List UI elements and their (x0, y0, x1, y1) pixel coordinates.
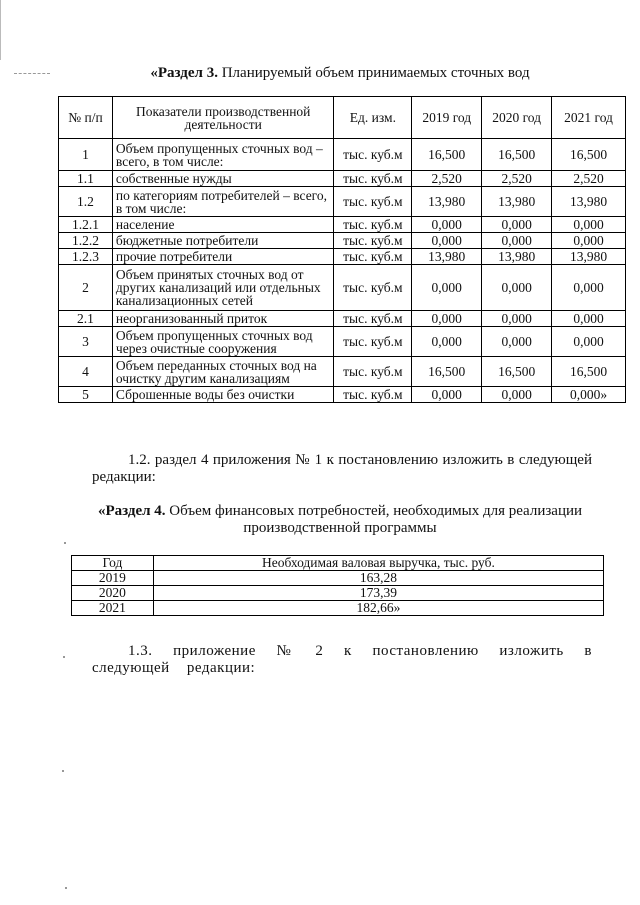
value-2019-cell: 0,000 (412, 265, 482, 311)
value-2020-cell: 0,000 (482, 327, 552, 357)
value-2020-cell: 16,500 (482, 357, 552, 387)
unit-cell: тыс. куб.м (334, 311, 412, 327)
row-number-cell: 1 (59, 139, 113, 171)
year-cell: 2019 (72, 571, 154, 586)
value-2020-cell: 13,980 (482, 187, 552, 217)
year-cell: 2021 (72, 601, 154, 616)
table-row (59, 311, 626, 327)
unit-cell: тыс. куб.м (334, 187, 412, 217)
value-2021-cell: 13,980 (552, 249, 626, 265)
scan-speck (62, 770, 64, 772)
row-number-cell: 1.2.1 (59, 217, 113, 233)
row-number-cell: 2 (59, 265, 113, 311)
table-header-row (72, 556, 604, 571)
value-2020-cell: 0,000 (482, 217, 552, 233)
row-number-cell: 4 (59, 357, 113, 387)
unit-cell: тыс. куб.м (334, 387, 412, 403)
section3-title: «Раздел 3. Планируемый объем принимаемых сточных вод (150, 65, 530, 81)
value-2021-cell: 0,000 (552, 265, 626, 311)
row-number-cell: 1.2.2 (59, 233, 113, 249)
table-row (59, 249, 626, 265)
table-row (59, 171, 626, 187)
unit-cell: тыс. куб.м (334, 327, 412, 357)
row-number-cell: 1.2.3 (59, 249, 113, 265)
value-2020-cell: 13,980 (482, 249, 552, 265)
header-cell: Ед. изм. (334, 97, 412, 139)
value-2019-cell: 16,500 (412, 357, 482, 387)
indicator-cell: Объем принятых сточных вод от других канализаций или отдельных канализационных сетей (112, 265, 334, 311)
value-2020-cell: 16,500 (482, 139, 552, 171)
section4-table (71, 555, 604, 616)
scan-edge-line (0, 0, 1, 60)
value-2021-cell: 0,000 (552, 327, 626, 357)
row-number-cell: 2.1 (59, 311, 113, 327)
table-row (59, 139, 626, 171)
value-2021-cell: 16,500 (552, 357, 626, 387)
year-cell: 2020 (72, 586, 154, 601)
unit-cell: тыс. куб.м (334, 357, 412, 387)
table-row (72, 601, 604, 616)
value-2019-cell: 13,980 (412, 187, 482, 217)
value-2020-cell: 0,000 (482, 265, 552, 311)
unit-cell: тыс. куб.м (334, 265, 412, 311)
header-cell: 2019 год (412, 97, 482, 139)
value-2019-cell: 0,000 (412, 311, 482, 327)
indicator-cell: Сброшенные воды без очистки (112, 387, 334, 403)
scan-speck (64, 542, 66, 544)
indicator-cell: Объем пропущенных сточных вод – всего, в том числе: (112, 139, 334, 171)
table-row (59, 327, 626, 357)
header-cell: Показатели производственной деятельности (112, 97, 334, 139)
revenue-cell: 182,66» (153, 601, 603, 616)
section3-table (58, 96, 626, 403)
value-2019-cell: 0,000 (412, 387, 482, 403)
unit-cell: тыс. куб.м (334, 217, 412, 233)
scan-margin-mark (14, 73, 50, 74)
header-cell: 2020 год (482, 97, 552, 139)
value-2019-cell: 2,520 (412, 171, 482, 187)
revenue-cell: 173,39 (153, 586, 603, 601)
section4-title: «Раздел 4. Объем финансовых потребностей, необходимых для реализации производственной программы (97, 503, 583, 536)
table-row (59, 387, 626, 403)
table-header-row (59, 97, 626, 139)
value-2020-cell: 0,000 (482, 311, 552, 327)
value-2021-cell: 13,980 (552, 187, 626, 217)
value-2019-cell: 0,000 (412, 233, 482, 249)
value-2021-cell: 0,000 (552, 233, 626, 249)
unit-cell: тыс. куб.м (334, 249, 412, 265)
table-row (72, 586, 604, 601)
scan-speck (63, 656, 65, 658)
value-2021-cell: 0,000» (552, 387, 626, 403)
table-row (59, 357, 626, 387)
indicator-cell: Объем пропущенных сточных вод через очистные сооружения (112, 327, 334, 357)
indicator-cell: Объем переданных сточных вод на очистку другим канализациям (112, 357, 334, 387)
indicator-cell: бюджетные потребители (112, 233, 334, 249)
value-2020-cell: 0,000 (482, 233, 552, 249)
value-2019-cell: 0,000 (412, 217, 482, 233)
value-2021-cell: 0,000 (552, 311, 626, 327)
indicator-cell: прочие потребители (112, 249, 334, 265)
value-2020-cell: 0,000 (482, 387, 552, 403)
value-2019-cell: 16,500 (412, 139, 482, 171)
paragraph-1-2: 1.2. раздел 4 приложения № 1 к постановлению изложить в следующей редакции: (92, 452, 592, 485)
unit-cell: тыс. куб.м (334, 171, 412, 187)
unit-cell: тыс. куб.м (334, 233, 412, 249)
table-row (59, 187, 626, 217)
row-number-cell: 3 (59, 327, 113, 357)
value-2019-cell: 0,000 (412, 327, 482, 357)
value-2020-cell: 2,520 (482, 171, 552, 187)
value-2021-cell: 16,500 (552, 139, 626, 171)
value-2021-cell: 2,520 (552, 171, 626, 187)
header-cell: № п/п (59, 97, 113, 139)
table-row (59, 217, 626, 233)
header-cell: Необходимая валовая выручка, тыс. руб. (153, 556, 603, 571)
indicator-cell: неорганизованный приток (112, 311, 334, 327)
indicator-cell: по категориям потребителей – всего, в том числе: (112, 187, 334, 217)
table-row (59, 265, 626, 311)
row-number-cell: 5 (59, 387, 113, 403)
indicator-cell: собственные нужды (112, 171, 334, 187)
row-number-cell: 1.1 (59, 171, 113, 187)
unit-cell: тыс. куб.м (334, 139, 412, 171)
table-row (59, 233, 626, 249)
revenue-cell: 163,28 (153, 571, 603, 586)
scan-speck (65, 887, 67, 889)
row-number-cell: 1.2 (59, 187, 113, 217)
header-cell: Год (72, 556, 154, 571)
value-2021-cell: 0,000 (552, 217, 626, 233)
paragraph-1-3: 1.3. приложение № 2 к постановлению изложить в следующей редакции: (92, 643, 592, 676)
indicator-cell: население (112, 217, 334, 233)
value-2019-cell: 13,980 (412, 249, 482, 265)
header-cell: 2021 год (552, 97, 626, 139)
table-row (72, 571, 604, 586)
